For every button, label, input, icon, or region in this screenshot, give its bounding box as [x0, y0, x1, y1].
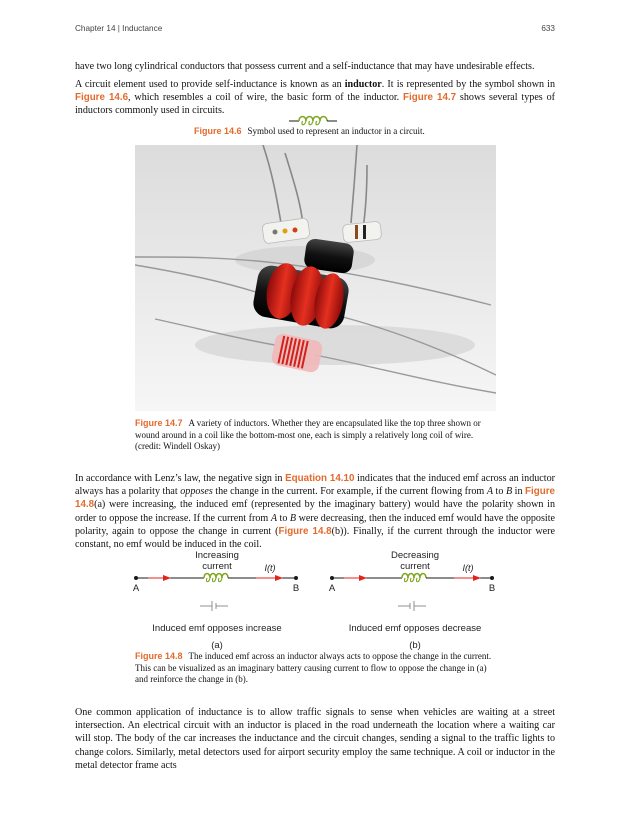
panel-a-sub-label: (a) [211, 640, 223, 651]
panel-b-bottom-label: Induced emf opposes decrease [348, 623, 482, 634]
panel-a-coil-icon [204, 574, 228, 579]
figure-14-8-text: The induced emf across an inductor always acts to oppose the change in the current. This can be visualized as an imaginary battery causing current to flow to oppose the change in (a) and reinforce the change in (b). [135, 651, 492, 684]
paragraph-intro [75, 60, 555, 73]
panel-a-current-label: I(t) [264, 563, 276, 573]
panel-b-battery-icon [398, 601, 426, 611]
figure-14-8-caption [135, 651, 497, 686]
term-inductor: inductor [344, 79, 382, 90]
figure-14-8-diagram [128, 545, 498, 653]
figure-14-7-label: Figure 14.7 [135, 418, 183, 428]
panel-a-node-a [134, 576, 138, 580]
paragraph-1: have two long cylindrical conductors that possess current and a self-inductance that may have undesirable effects. [75, 61, 535, 72]
panel-a-end-b: B [292, 583, 300, 594]
panel-a-bottom-label: Induced emf opposes increase [152, 623, 282, 634]
paragraph-inductor: A circuit element used to provide self-inductance is known as an inductor. It is represented by the symbol shown in Figure 14.6, which resembles a coil of wire, the basic form of the inductor. Figure 14.7 shows several types of inductors commonly used in circuits. [75, 79, 556, 117]
paragraph-4: One common application of inductance is to allow traffic signals to sense when vehicles are waiting at a street intersection. An electrical circuit with an inductor is placed in the road underneath the location where a waiting car will stop. The body of the car increases the inductance and the circuit changes, sending a signal to the traffic lights to change colors. Similarly, metal detectors used for airport security employ the same technique. A coil or inductor in the metal detector frame acts [75, 707, 555, 771]
paragraph-lenz: In accordance with Lenz’s law, the negative sign in Equation 14.10 indicates that the induced emf across an inductor always has a polarity that opposes the change in the current. For example, if the current flowing from A to B in Figure 14.8(a) were increasing, the induced emf (represented by the imaginary battery) would have the polarity shown in order to oppose the increase. If the current from A to B were decreasing, then the induced emf would have the opposite polarity, again to oppose the change in current (Figure 14.8(b)). Finally, if the current through the inductor were constant, no emf would be induced in the coil. [75, 473, 555, 551]
figure-14-6-caption [194, 126, 425, 138]
link-figure-14-6[interactable]: Figure 14.6 [75, 92, 129, 104]
panel-b-end-a: A [328, 583, 336, 594]
running-head [75, 24, 555, 36]
chapter-title: Chapter 14 | Inductance [75, 24, 163, 33]
panel-b-current-label: I(t) [462, 563, 474, 573]
link-figure-14-7[interactable]: Figure 14.7 [403, 92, 457, 104]
panel-a-top-line1: Increasing [195, 550, 239, 561]
panel-b-node-b [490, 576, 494, 580]
inductors-photo [135, 145, 496, 411]
paragraph-applications [75, 706, 555, 772]
panel-a-end-a: A [132, 583, 140, 594]
figure-14-6-text: Symbol used to represent an inductor in a circuit. [247, 126, 425, 136]
figure-14-7-text: A variety of inductors. Whether they are encapsulated like the top three shown or wound around in a coil like the bottom-most one, each is simply a relatively long coil of wire. (credit: Windell Oskay) [135, 418, 481, 451]
panel-b-node-a [330, 576, 334, 580]
panel-b-top-line1: Decreasing [390, 550, 440, 561]
inductors-photo-illustration [135, 145, 496, 411]
panel-b-top-line2: current [400, 561, 430, 572]
panel-b-coil-icon [402, 574, 426, 579]
link-equation-14-10[interactable]: Equation 14.10 [285, 473, 355, 484]
figure-14-7-caption [135, 418, 497, 453]
panel-b-end-b: B [488, 583, 496, 594]
link-figure-14-8[interactable]: Figure 14.8 [75, 486, 555, 511]
panel-a-node-b [294, 576, 298, 580]
panel-b [329, 550, 495, 651]
link-figure-14-8-b[interactable]: Figure 14.8 [278, 525, 332, 537]
panel-a-battery-icon [200, 601, 228, 611]
panel-a-top-line2: current [202, 561, 232, 572]
page-number: 633 [541, 24, 555, 33]
figure-14-6-label: Figure 14.6 [194, 126, 242, 136]
figure-14-8-label: Figure 14.8 [135, 651, 183, 661]
panel-a [133, 550, 299, 651]
panel-b-sub-label: (b) [409, 640, 421, 651]
